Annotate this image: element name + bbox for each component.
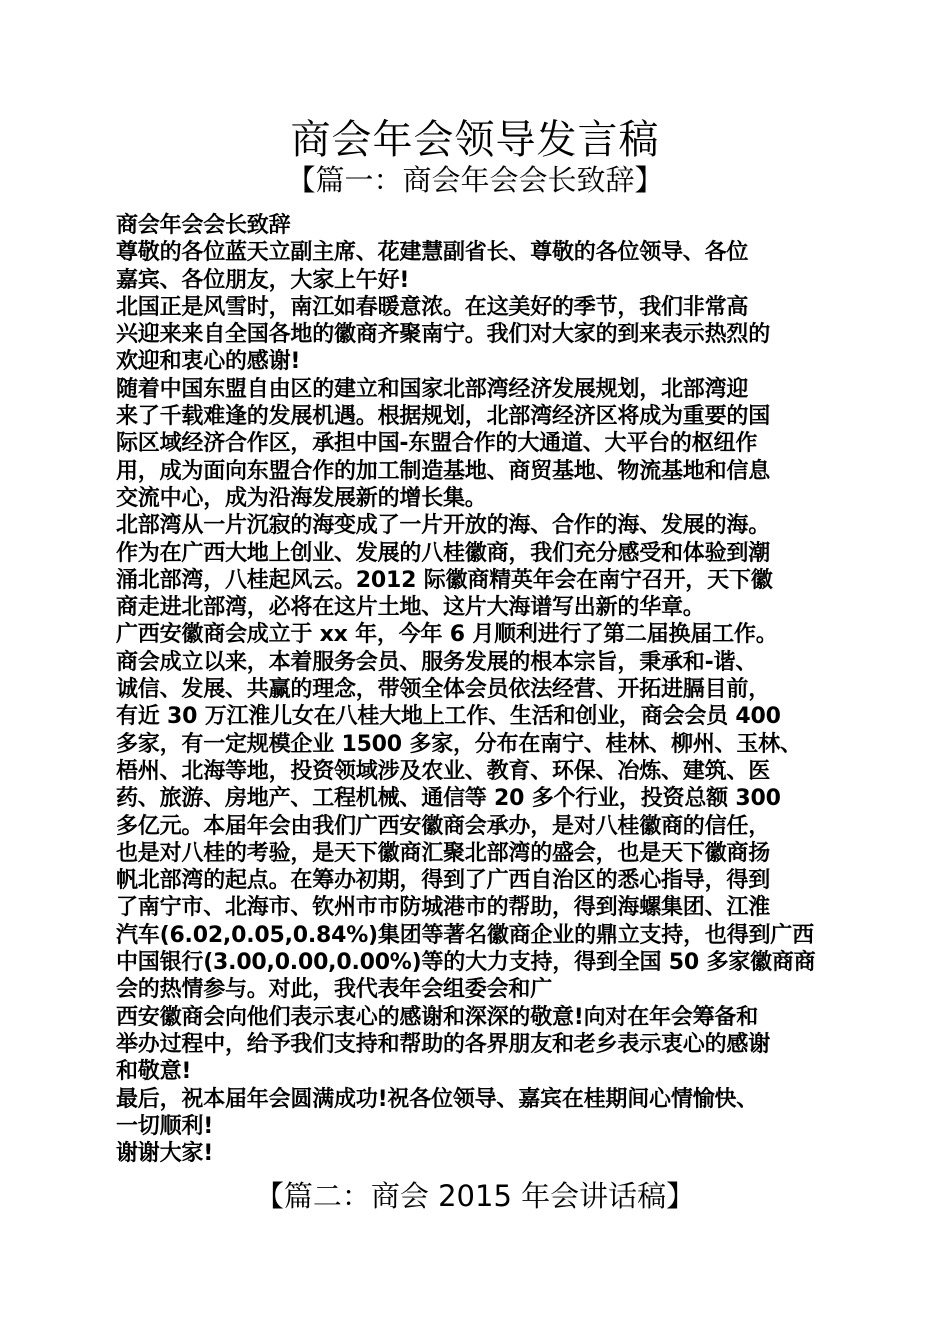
section-heading-2: 【篇二：商会 2015 年会讲话稿】 bbox=[254, 1179, 696, 1213]
speech-line: 北国正是风雪时，南江如春暖意浓。在这美好的季节，我们非常高 bbox=[116, 294, 749, 320]
speech-line: 中国银行(3.00,0.00,0.00%)等的大力支持，得到全国 50 多家徽商商 bbox=[116, 950, 816, 976]
speech-line: 诚信、发展、共赢的理念，带领全体会员依法经营、开拓进膈目前， bbox=[116, 677, 771, 703]
speech-line: 药、旅游、房地产、工程机械、通信等 20 多个行业，投资总额 300 bbox=[116, 786, 781, 812]
speech-line: 帆北部湾的起点。在筹办初期，得到了广西自治区的悉心指导，得到 bbox=[116, 868, 771, 894]
speech-line: 多家，有一定规模企业 1500 多家，分布在南宁、桂林、柳州、玉林、 bbox=[116, 731, 802, 757]
speech-line: 际区域经济合作区，承担中国-东盟合作的大通道、大平台的枢纽作 bbox=[116, 431, 758, 457]
speech-line: 尊敬的各位蓝天立副主席、花建慧副省长、尊敬的各位领导、各位 bbox=[116, 240, 749, 266]
speech-line: 用，成为面向东盟合作的加工制造基地、商贸基地、物流基地和信息 bbox=[116, 458, 771, 484]
speech-line: 兴迎来来自全国各地的徽商齐聚南宁。我们对大家的到来表示热烈的 bbox=[116, 322, 771, 348]
speech-line: 涌北部湾，八桂起风云。2012 际徽商精英年会在南宁召开，天下徽 bbox=[116, 567, 773, 593]
speech-line: 和敬意! bbox=[116, 1059, 192, 1085]
speech-line: 广西安徽商会成立于 xx 年，今年 6 月顺利进行了第二届换届工作。 bbox=[116, 622, 778, 648]
speech-line: 梧州、北海等地，投资领域涉及农业、教育、环保、冶炼、建筑、医 bbox=[116, 758, 771, 784]
speech-line: 欢迎和衷心的感谢! bbox=[116, 349, 301, 375]
speech-line: 商会成立以来，本着服务会员、服务发展的根本宗旨，秉承和-谐、 bbox=[116, 649, 758, 675]
speech-line: 举办过程中，给予我们支持和帮助的各界朋友和老乡表示衷心的感谢 bbox=[116, 1031, 771, 1057]
document-title: 商会年会领导发言稿 bbox=[290, 117, 660, 163]
speech-line: 汽车(6.02,0.05,0.84%)集团等著名徽商企业的鼎立支持，也得到广西 bbox=[116, 922, 814, 948]
speech-line: 一切顺利! bbox=[116, 1113, 214, 1139]
speech-line: 商会年会会长致辞 bbox=[116, 213, 291, 238]
speech-line: 会的热情参与。对此，我代表年会组委会和广 bbox=[116, 977, 553, 1003]
speech-line: 作为在广西大地上创业、发展的八桂徽商，我们充分感受和体验到潮 bbox=[116, 540, 771, 566]
speech-line: 嘉宾、各位朋友，大家上午好! bbox=[116, 267, 410, 293]
speech-line: 商走进北部湾，必将在这片土地、这片大海谱写出新的华章。 bbox=[116, 595, 705, 621]
speech-line: 交流中心，成为沿海发展新的增长集。 bbox=[116, 485, 487, 511]
speech-line: 西安徽商会向他们表示衷心的感谢和深深的敬意!向对在年会筹备和 bbox=[116, 1004, 759, 1030]
speech-line: 随着中国东盟自由区的建立和国家北部湾经济发展规划，北部湾迎 bbox=[116, 376, 749, 402]
speech-line: 北部湾从一片沉寂的海变成了一片开放的海、合作的海、发展的海。 bbox=[116, 513, 771, 539]
speech-line: 来了千载难逢的发展机遇。根据规划，北部湾经济区将成为重要的国 bbox=[116, 404, 771, 430]
speech-line: 了南宁市、北海市、钦州市市防城港市的帮助，得到海螺集团、江淮 bbox=[116, 895, 771, 921]
speech-line: 最后，祝本届年会圆满成功!祝各位领导、嘉宾在桂期间心情愉快、 bbox=[116, 1086, 759, 1112]
speech-line: 也是对八桂的考验，是天下徽商汇聚北部湾的盛会，也是天下徽商扬 bbox=[116, 840, 771, 866]
section-heading-1: 【篇一：商会年会会长致辞】 bbox=[286, 163, 664, 197]
speech-line: 谢谢大家! bbox=[116, 1141, 214, 1167]
speech-line: 多亿元。本届年会由我们广西安徽商会承办，是对八桂徽商的信任， bbox=[116, 813, 771, 839]
speech-line: 有近 30 万江淮儿女在八桂大地上工作、生活和创业，商会会员 400 bbox=[116, 704, 781, 730]
speech-body bbox=[116, 212, 838, 1167]
